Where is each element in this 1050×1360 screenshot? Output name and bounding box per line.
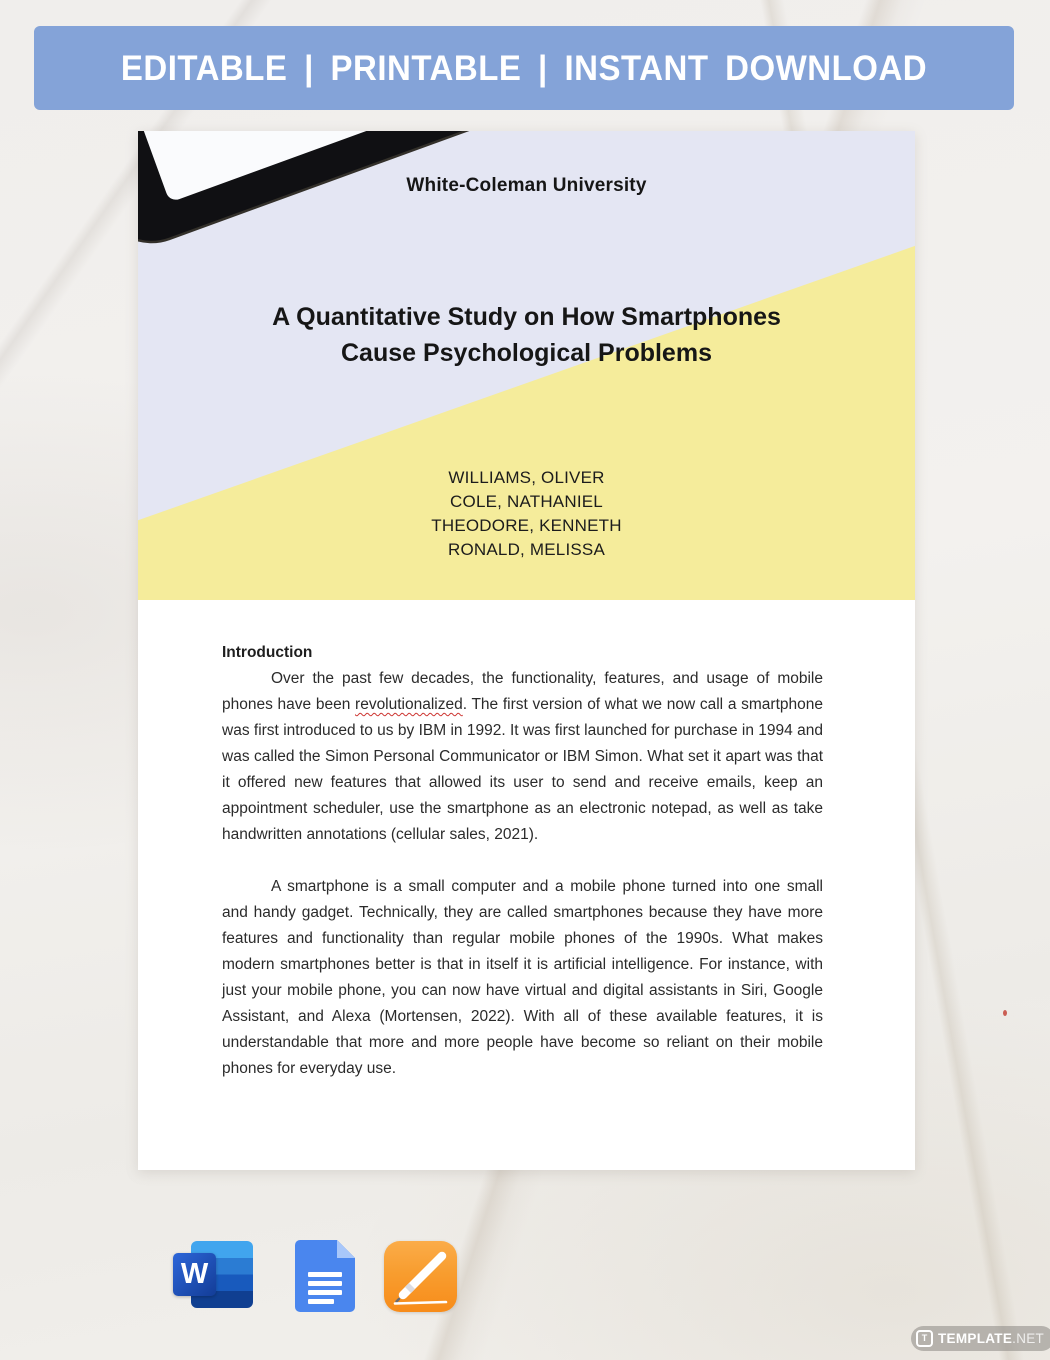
template-net-watermark [911, 1326, 1050, 1351]
watermark-brand-text: TEMPLATE [938, 1331, 1013, 1346]
document-title-line1: A Quantitative Study on How Smartphones [272, 303, 781, 331]
word-letter: W [180, 1258, 209, 1290]
paragraph-1-text: Over the past few decades, the functionality, features, and usage of mobile phones have been [222, 670, 823, 713]
google-docs-fold [337, 1240, 355, 1258]
google-docs-text-line [308, 1290, 342, 1295]
word-letter-badge [173, 1253, 216, 1296]
paragraph-1 [222, 666, 823, 848]
document-body [138, 600, 915, 1170]
document-title [138, 299, 915, 371]
authors-list [138, 466, 915, 562]
university-name: White-Coleman University [406, 175, 647, 196]
google-docs-text-line [308, 1281, 342, 1286]
section-heading-introduction: Introduction [222, 644, 313, 661]
marble-red-fleck [1003, 1010, 1007, 1016]
google-docs-text-line [308, 1272, 342, 1277]
microsoft-word-icon [173, 1241, 255, 1308]
promo-banner [34, 26, 1014, 110]
google-docs-icon [295, 1240, 355, 1312]
author-name: COLE, NATHANIEL [450, 492, 603, 511]
author-name: RONALD, MELISSA [448, 540, 605, 559]
document-title-line2: Cause Psychological Problems [341, 339, 712, 367]
author-name: WILLIAMS, OLIVER [448, 468, 605, 487]
watermark-tld-text: .NET [1012, 1331, 1045, 1346]
apple-pages-icon [384, 1241, 457, 1312]
template-net-logo-icon [916, 1330, 933, 1347]
paragraph-1-text-continued: . The first version of what we now call a smartphone was first introduced to us by IBM in 1992. It was first launched for purchase in 1994 and was called the Simon Personal Communicator or IBM Simon. What set it apart was that it offered new features that allowed its user to send and receive emails, keep an appointment scheduler, use the smartphone as an electronic notepad, as well as take handwritten annotations (cellular sales, 2021). [222, 696, 823, 843]
google-docs-text-line [308, 1299, 334, 1304]
pages-pen-glyph [384, 1241, 457, 1312]
promo-banner-text: EDITABLE | PRINTABLE | INSTANT DOWNLOAD [120, 47, 928, 88]
misspelled-word: revolutionalized [355, 696, 463, 713]
template-net-logo-letter: T [921, 1333, 928, 1343]
document-cover [138, 131, 915, 600]
paragraph-2: A smartphone is a small computer and a mobile phone turned into one small and handy gadget. Technically, they are called smartphones because they have more features and functionality than regular mobile phones of the 1990s. What makes modern smartphones better is that in itself it is artificial intelligence. For instance, with just your mobile phone, you can now have virtual and digital assistants in Siri, Google Assistant, and Alexa (Mortensen, 2022). With all of these available features, it is understandable that more and more people have become so reliant on their mobile phones for everyday use. [222, 878, 823, 1077]
document-preview [138, 131, 915, 1170]
author-name: THEODORE, KENNETH [431, 516, 622, 535]
